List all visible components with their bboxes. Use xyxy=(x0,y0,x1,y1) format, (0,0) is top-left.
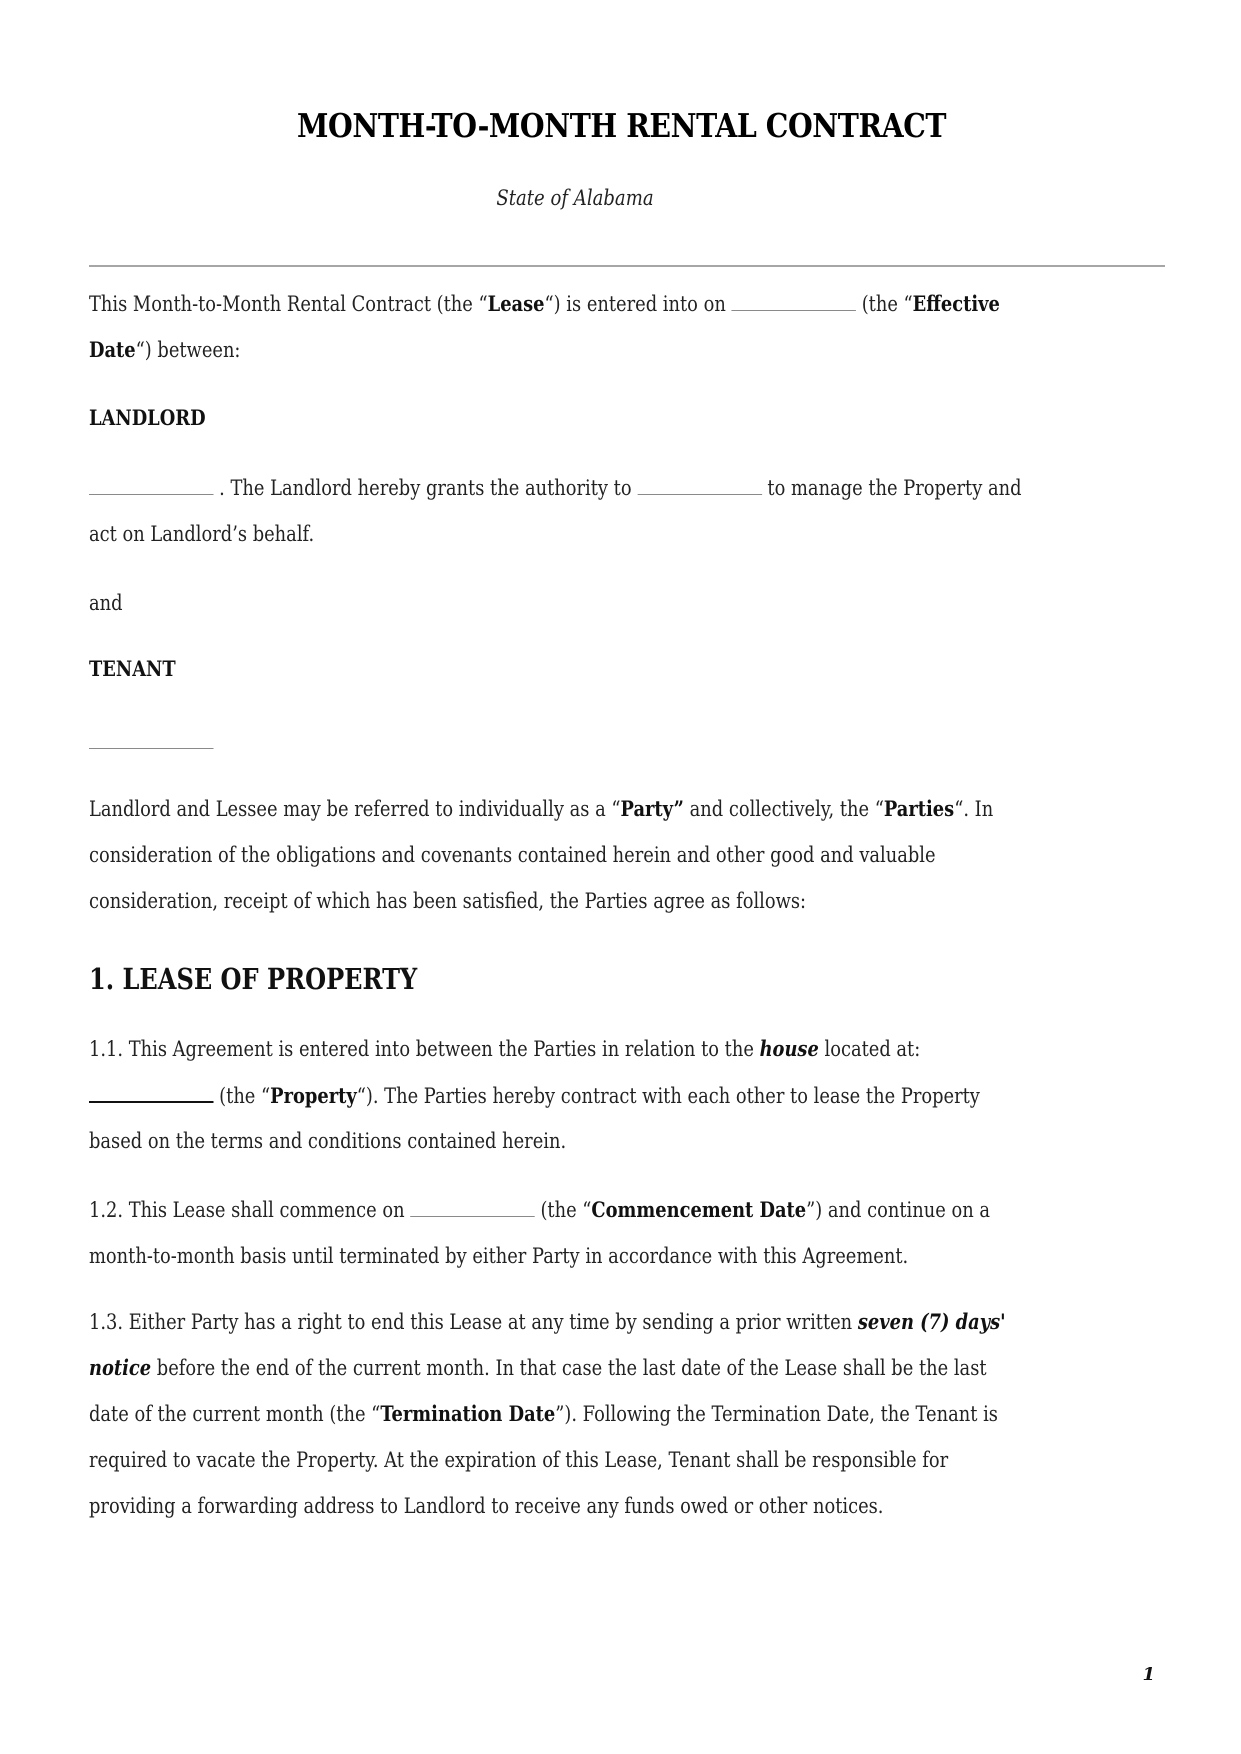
document-title: MONTH-TO-MONTH RENTAL CONTRACT xyxy=(297,106,947,145)
tenant-line xyxy=(89,728,214,758)
term-notice: notice xyxy=(89,1356,152,1381)
tenant-label: TENANT xyxy=(89,657,176,682)
intro-text: (the “ xyxy=(861,292,913,317)
term-seven-days: seven (7) days xyxy=(857,1310,1001,1335)
term-date: Date xyxy=(89,338,136,363)
intro-text: This Month-to-Month Rental Contract (the “ xyxy=(89,292,488,317)
clause-text: 1.1. This Agreement is entered into between the Parties in relation to the xyxy=(89,1037,760,1062)
clause-text: (the “ xyxy=(540,1198,592,1223)
clause-1-3-line-2 xyxy=(89,1354,987,1384)
term-party: Party” xyxy=(620,797,684,822)
landlord-name-blank[interactable] xyxy=(89,474,214,495)
clause-1-1-line-1 xyxy=(89,1035,920,1065)
parties-line-1 xyxy=(89,795,993,825)
landlord-text: to manage the Property and xyxy=(767,476,1022,501)
landlord-line-1 xyxy=(89,474,1022,504)
intro-text: “) is entered into on xyxy=(544,292,726,317)
clause-text: ”). Following the Termination Date, the Tenant is xyxy=(555,1402,998,1427)
clause-1-2-line-2: month-to-month basis until terminated by either Party in accordance with this Agreement. xyxy=(89,1244,909,1269)
tenant-name-blank[interactable] xyxy=(89,728,214,749)
term-effective: Effective xyxy=(912,292,1000,317)
clause-1-1-line-2 xyxy=(89,1081,980,1112)
document-subtitle: State of Alabama xyxy=(496,186,654,210)
landlord-label: LANDLORD xyxy=(89,406,206,431)
clause-1-3-line-4: required to vacate the Property. At the expiration of this Lease, Tenant shall be responsible for xyxy=(89,1448,949,1473)
intro-line-1 xyxy=(89,290,1000,320)
property-address-blank[interactable] xyxy=(89,1081,214,1103)
clause-1-3-line-5: providing a forwarding address to Landlord to receive any funds owed or other notices. xyxy=(89,1494,884,1519)
horizontal-divider xyxy=(89,265,1165,267)
term-lease: Lease xyxy=(487,292,545,317)
intro-text: “) between: xyxy=(135,338,241,363)
term-parties: Parties xyxy=(883,797,955,822)
term-property: Property xyxy=(270,1084,357,1109)
commencement-date-blank[interactable] xyxy=(410,1196,534,1217)
effective-date-blank[interactable] xyxy=(732,290,857,311)
clause-text: 1.3. Either Party has a right to end this Lease at any time by sending a prior written xyxy=(89,1310,858,1335)
clause-text: ' xyxy=(1000,1310,1006,1335)
parties-text: and collectively, the “ xyxy=(683,797,884,822)
page-number: 1 xyxy=(1142,1664,1155,1685)
clause-1-2-line-1 xyxy=(89,1196,990,1226)
clause-text: located at: xyxy=(818,1037,921,1062)
intro-line-2 xyxy=(89,336,240,366)
clause-1-1-line-3: based on the terms and conditions contained herein. xyxy=(89,1129,567,1154)
landlord-text: . The Landlord hereby grants the authority to xyxy=(219,476,632,501)
agent-name-blank[interactable] xyxy=(637,474,762,495)
parties-text: Landlord and Lessee may be referred to individually as a “ xyxy=(89,797,621,822)
landlord-line-2: act on Landlord’s behalf. xyxy=(89,522,315,547)
parties-line-3: consideration, receipt of which has been satisfied, the Parties agree as follows: xyxy=(89,889,807,914)
clause-text: 1.2. This Lease shall commence on xyxy=(89,1198,405,1223)
clause-text: date of the current month (the “ xyxy=(89,1402,381,1427)
parties-text: “. In xyxy=(954,797,994,822)
clause-text: (the “ xyxy=(219,1084,271,1109)
clause-text: before the end of the current month. In that case the last date of the Lease shall be the last xyxy=(151,1356,987,1381)
section-heading: 1. LEASE OF PROPERTY xyxy=(89,962,418,996)
clause-text: “). The Parties hereby contract with each other to lease the Property xyxy=(356,1084,980,1109)
term-termination-date: Termination Date xyxy=(380,1402,556,1427)
parties-line-2: consideration of the obligations and covenants contained herein and other good and valuable xyxy=(89,843,936,868)
and-text: and xyxy=(89,591,123,616)
clause-1-3-line-3 xyxy=(89,1400,998,1430)
term-house: house xyxy=(759,1037,819,1062)
clause-text: ”) and continue on a xyxy=(806,1198,991,1223)
clause-1-3-line-1 xyxy=(89,1308,1006,1338)
term-commencement-date: Commencement Date xyxy=(591,1198,807,1223)
